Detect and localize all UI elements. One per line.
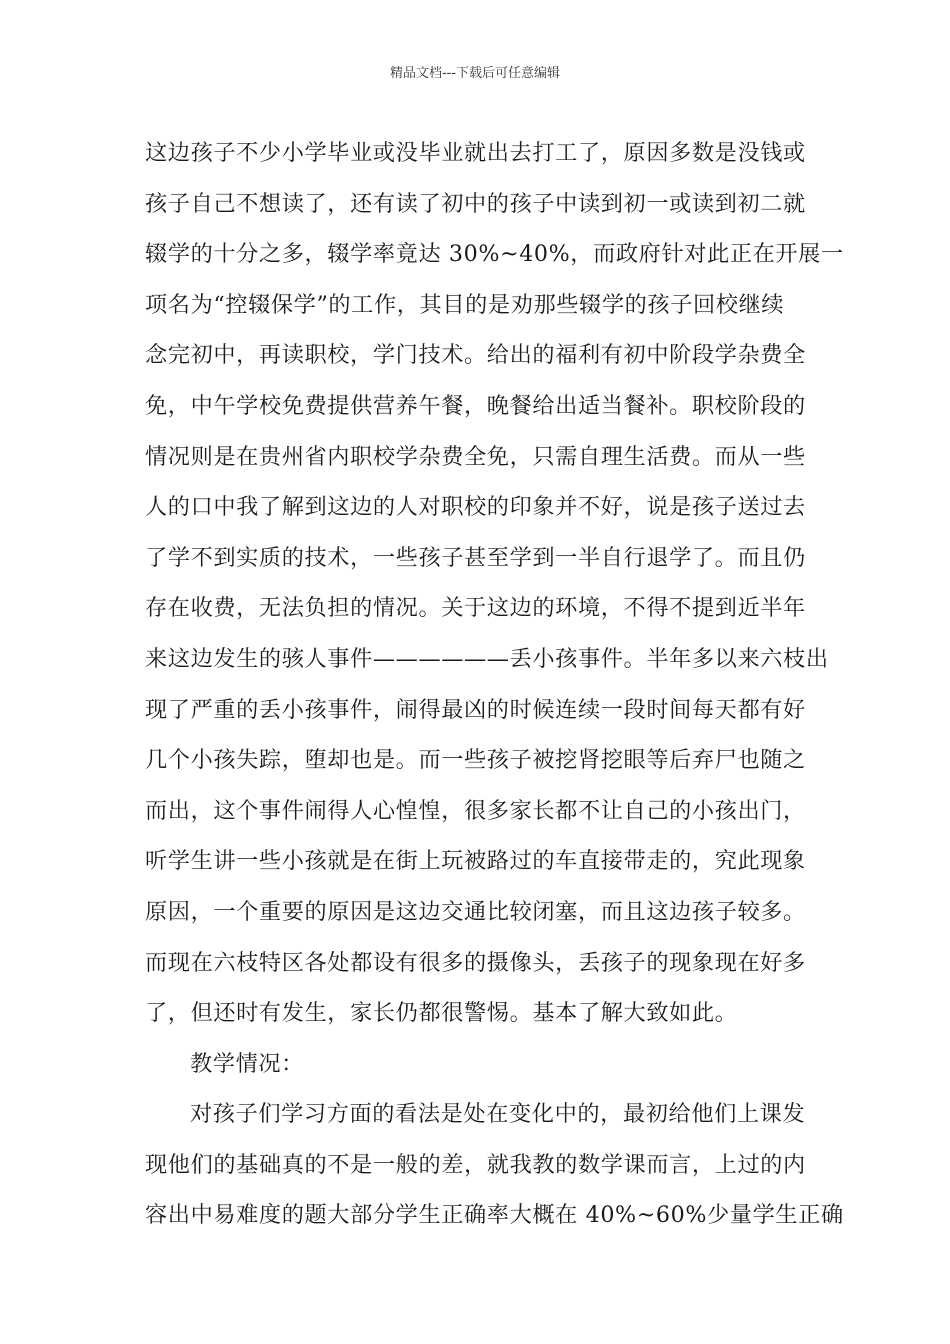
text-line: 念完初中，再读职校，学门技术。给出的福利有初中阶段学杂费全 <box>145 342 806 369</box>
text-line: 而现在六枝特区各处都设有很多的摄像头，丢孩子的现象现在好多 <box>145 949 806 976</box>
text-line: 了，但还时有发生，家长仍都很警惕。基本了解大致如此。 <box>145 1000 738 1027</box>
text-line: 几个小孩失踪，堕却也是。而一些孩子被挖肾挖眼等后弃尸也随之 <box>145 747 806 774</box>
text-line: 项名为“控辍保学”的工作，其目的是劝那些辍学的孩子回校继续 <box>145 291 785 318</box>
text-line: 了学不到实质的技术，一些孩子甚至学到一半自行退学了。而且仍 <box>145 544 806 571</box>
text-line: 情况则是在贵州省内职校学杂费全免，只需自理生活费。而从一些 <box>145 443 806 470</box>
text-line: 容出中易难度的题大部分学生正确率大概在 40%~60%少量学生正确 <box>145 1202 844 1229</box>
text-line: 存在收费，无法负担的情况。关于这边的环境，不得不提到近半年 <box>145 595 806 622</box>
text-line: 教学情况： <box>190 1050 304 1077</box>
text-line: 这边孩子不少小学毕业或没毕业就出去打工了，原因多数是没钱或 <box>145 140 806 166</box>
text-line: 现了严重的丢小孩事件，闹得最凶的时候连续一段时间每天都有好 <box>145 696 806 723</box>
paragraph <box>145 1089 844 1241</box>
text-line: 而出，这个事件闹得人心惶惶，很多家长都不让自己的小孩出门， <box>145 797 806 824</box>
document-body <box>145 128 844 1241</box>
text-line: 免，中午学校免费提供营养午餐，晚餐给出适当餐补。职校阶段的 <box>145 392 806 419</box>
text-line: 对孩子们学习方面的看法是处在变化中的，最初给他们上课发 <box>190 1101 806 1128</box>
text-line: 现他们的基础真的不是一般的差，就我教的数学课而言，上过的内 <box>145 1151 806 1178</box>
text-line: 听学生讲一些小孩就是在街上玩被路过的车直接带走的，究此现象 <box>145 848 806 875</box>
text-line: 辍学的十分之多，辍学率竟达 30%~40%，而政府针对此正在开展一 <box>145 241 844 268</box>
paragraph <box>145 128 844 1039</box>
text-line: 孩子自己不想读了，还有读了初中的孩子中读到初一或读到初二就 <box>145 190 806 217</box>
page-header: 精品文档---下载后可任意编辑 <box>389 66 561 81</box>
text-line: 人的口中我了解到这边的人对职校的印象并不好，说是孩子送过去 <box>145 494 806 521</box>
text-line: 来这边发生的骇人事件——————丢小孩事件。半年多以来六枝出 <box>145 645 829 672</box>
text-line: 原因，一个重要的原因是这边交通比较闭塞，而且这边孩子较多。 <box>145 898 806 925</box>
section-heading <box>145 1039 815 1090</box>
